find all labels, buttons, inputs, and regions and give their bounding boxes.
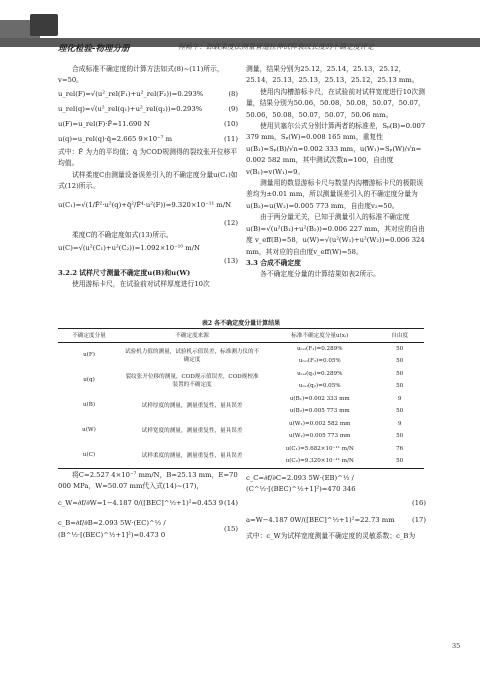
equation-number: (15) bbox=[224, 525, 238, 534]
right-column bbox=[246, 64, 426, 281]
equation-body: u(C₁)=√(1/F̄²·u²(q)+q̄²/F̄⁴·u²(F))=9.320×10⁻¹¹ m/N bbox=[58, 200, 232, 209]
journal-name: 理化检验-物理分册 bbox=[58, 44, 130, 54]
table-header: 自由度 bbox=[375, 329, 424, 343]
equation-body: u_rel(q)=√(u²_rel(q₁)+u²_rel(q₂))=0.293% bbox=[58, 104, 203, 113]
equation-15 bbox=[58, 515, 238, 545]
component-cell: u(W) bbox=[82, 427, 96, 433]
paragraph: 测量用的数显游标卡尺与数显内沟槽游标卡尺的极限误差均为±0.01 mm，所以测量误差引入的不确定度分量为u(B₂)=u(W₂)=0.005 773 mm，自由度v₂=50。 bbox=[246, 179, 424, 210]
paragraph: 将C=2.527 4×10⁻⁷ mm/N，B=25.13 mm，E=70 000 MPa，W=50.07 mm代入式(14)~(17)， bbox=[58, 471, 238, 491]
equation-body: a=W−4.187 0W/([BEC]^½+1)²=22.73 mm bbox=[246, 515, 395, 524]
paragraph: 柔度C的不确定度如式(13)所示。 bbox=[72, 230, 173, 239]
dof-cell: 50 bbox=[396, 370, 404, 377]
value-cell: uᵣₑₗ(F₁)=0.289% bbox=[296, 345, 343, 352]
source-cell: 试验机力值的测量，试验机示值误差，标准测力仪的不确定度 bbox=[124, 349, 260, 363]
equation-body: c_B=∂f/∂B=2.093 5W·(EC)^½ / (B^½·[(BEC)^½+1]²)=0.473 0 bbox=[58, 519, 166, 539]
table-row bbox=[58, 342, 424, 355]
source-cell: 裂纹张开位移的测量，COD规示值误差，COD规校准装置的不确定度 bbox=[125, 374, 259, 388]
dof-cell: 50 bbox=[396, 408, 404, 415]
bottom-left-column bbox=[58, 470, 238, 545]
component-cell: u(q) bbox=[83, 377, 95, 383]
equation-body: c_W=∂f/∂W=1−4.187 0/([BEC]^½+1)²=0.453 9 bbox=[58, 499, 224, 508]
value-cell: u(W₂)=0.005 773 mm bbox=[288, 433, 351, 440]
paragraph: 式中：F̄ 为力的平均值；q̄ 为COD规测得的裂纹张开位移平均值。 bbox=[58, 147, 238, 168]
dof-cell: 50 bbox=[396, 383, 404, 390]
value-cell: uᵣₑₗ(q₁)=0.289% bbox=[297, 370, 343, 377]
equation-number: (14) bbox=[224, 499, 238, 508]
dof-cell: 50 bbox=[396, 358, 404, 365]
value-cell: u(B₂)=0.005 773 mm bbox=[289, 408, 350, 415]
equation-11 bbox=[58, 132, 238, 147]
equation-12 bbox=[58, 192, 238, 218]
paragraph: 式中：c_W为试样宽度测量不确定度的灵敏系数；c_B为 bbox=[246, 532, 416, 541]
source-cell: 试样柔度的测量，测量重复性，量具误差 bbox=[141, 453, 243, 459]
table-row bbox=[58, 418, 424, 431]
dof-cell: 50 bbox=[396, 433, 404, 440]
dof-cell: 76 bbox=[396, 445, 404, 452]
equation-body: c_C=∂f/∂C=2.093 5W·(EB)^½ / (C^½·[(BEC)^½+1]²)=470 346 bbox=[246, 473, 356, 493]
equation-number: (17) bbox=[412, 515, 426, 524]
source-cell: 试样宽度的测量，测量重复性，量具误差 bbox=[141, 428, 243, 434]
equation-body: u(F)=u_rel(F)·F̄=11.690 N bbox=[58, 119, 150, 128]
equation-line: v(B₁)=v(W₁)=9。 bbox=[246, 167, 305, 176]
paragraph: 使用内沟槽游标卡尺，在试验前对试样宽度进行10次测量，结果分别为50.06，50.08，50.08，50.07，50.07，50.06，50.08，50.07，50.07，50.06 mm。 bbox=[246, 87, 425, 119]
section-heading: 3.2.2 试样尺寸测量不确定度u(B)和u(W) bbox=[58, 268, 191, 277]
equation-13 bbox=[58, 241, 238, 256]
paragraph: 由于两分量无关，已知于测量引入的标准不确定度 bbox=[260, 213, 410, 222]
component-cell: u(B) bbox=[82, 402, 96, 408]
running-title: 程畅午：卸载柔度法测量管道拉伸试样裂纹长度的不确定度评定 bbox=[178, 43, 374, 51]
table-row bbox=[58, 393, 424, 406]
equation-body: u_rel(F)=√(u²_rel(F₁)+u²_rel(F₂))=0.293% bbox=[58, 89, 204, 98]
bottom-right-column bbox=[246, 470, 426, 543]
equation-body: u(q)=u_rel(q)·q̄=2.665 9×10⁻⁷ m bbox=[58, 134, 173, 143]
equation-number: (16) bbox=[412, 499, 426, 507]
journal-logo-mark bbox=[30, 14, 58, 36]
dof-cell: 50 bbox=[396, 458, 404, 465]
equation-number: (8) bbox=[228, 89, 238, 98]
dof-cell: 9 bbox=[397, 420, 402, 427]
value-cell: uᵣₑₗ(F₂)=0.05% bbox=[298, 358, 341, 365]
paragraph: 合成标准不确定度的计算方法如式(8)~(11)所示，v=50。 bbox=[58, 65, 224, 85]
equation-8 bbox=[58, 87, 238, 102]
equation-number: (13) bbox=[224, 257, 238, 266]
table-header: 不确定度来源 bbox=[120, 329, 264, 343]
page-number: 35 bbox=[452, 642, 461, 650]
value-cell: u(C₁)=5.682×10⁻¹¹ m/N bbox=[285, 445, 354, 452]
dof-cell: 9 bbox=[397, 395, 402, 402]
uncertainty-table bbox=[58, 328, 424, 469]
equation-line: 0.002 582 mm，其中测试次数n=100，自由度 bbox=[246, 156, 394, 165]
component-cell: u(F) bbox=[83, 352, 95, 358]
source-cell: 试样厚度的测量，测量重复性，量具误差 bbox=[141, 403, 243, 409]
value-cell: u(W₁)=0.002 582 mm bbox=[288, 420, 351, 427]
paragraph: 各不确定度分量的计算结果如表2所示。 bbox=[260, 270, 380, 279]
equation-number: (10) bbox=[224, 119, 238, 128]
equation-body: u(C)=√(u²(C₁)+u²(C₂))=1.092×10⁻¹⁰ m/N bbox=[58, 244, 200, 253]
table-row bbox=[58, 443, 424, 456]
equation-line: u(B₁)=Sₚ(B)/√n=0.002 333 mm，u(W₁)=Sₚ(W)/√n= bbox=[246, 144, 422, 153]
paragraph: 试样柔度C由测量设备误差引入的不确定度分量u(C₁)如式(12)所示。 bbox=[58, 170, 238, 191]
equation-16 bbox=[246, 470, 426, 498]
equation-10 bbox=[58, 117, 238, 132]
paragraph: 测量，结果分别为25.12，25.14，25.13，25.12，25.14，25.13，25.13，25.13，25.12，25.13 mm。 bbox=[246, 65, 419, 85]
table-header: 标准不确定度分量u(xᵢ) bbox=[264, 329, 375, 343]
table-caption: 表2 各不确定度分量计算结果 bbox=[201, 320, 281, 327]
component-cell: u(C) bbox=[82, 452, 96, 458]
section-heading: 3.3 合成不确定度 bbox=[246, 258, 301, 267]
value-cell: uᵣₑₗ(q₂)=0.05% bbox=[298, 383, 341, 390]
table-body bbox=[58, 342, 424, 468]
equation-number: (9) bbox=[228, 104, 238, 113]
paragraph: 使用游标卡尺，在试验前对试样厚度进行10次 bbox=[72, 280, 210, 289]
dof-cell: 50 bbox=[396, 345, 404, 352]
equation-number: (11) bbox=[224, 134, 238, 143]
table-header-row bbox=[58, 329, 424, 343]
value-cell: u(C₂)=9.320×10⁻¹¹ m/N bbox=[285, 458, 354, 465]
table-row bbox=[58, 368, 424, 381]
equation-14 bbox=[58, 493, 238, 515]
left-column bbox=[58, 64, 238, 290]
equation-number: (12) bbox=[224, 219, 238, 228]
table-header: 不确定度分量 bbox=[58, 329, 120, 343]
paragraph: u(B)=√(u²(B₁)+u²(B₂))=0.006 227 mm，其对应的自由度 v_eff(B)=58，u(W)=√(u²(W₁)+u²(W₂))=0.006 324 mm，其对应的自由度v_eff(W)=58。 bbox=[246, 224, 425, 256]
equation-17 bbox=[246, 509, 426, 531]
value-cell: u(B₁)=0.002 333 mm bbox=[289, 395, 350, 402]
paragraph: 使用贝塞尔公式分别计算两者的标准差，Sₚ(B)=0.007 379 mm，Sₚ(W)=0.008 165 mm，重复性 bbox=[246, 122, 426, 142]
equation-9 bbox=[58, 102, 238, 117]
